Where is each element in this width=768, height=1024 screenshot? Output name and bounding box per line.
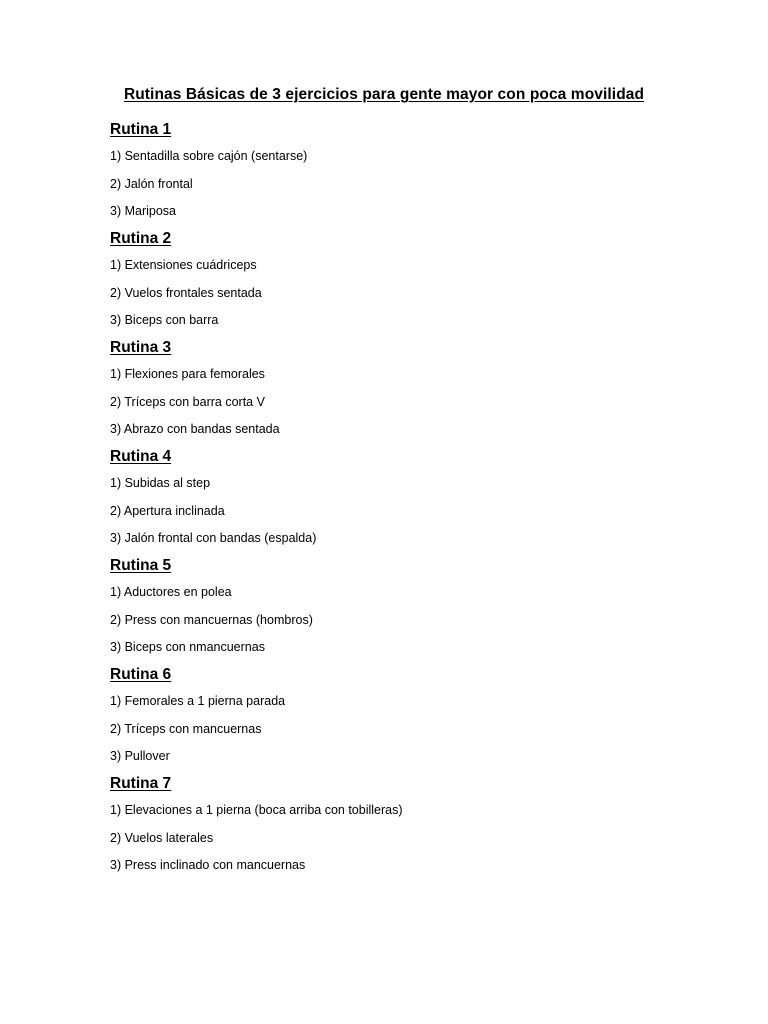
exercise-item: 1) Sentadilla sobre cajón (sentarse) bbox=[110, 149, 308, 163]
exercise-item: 2) Tríceps con barra corta V bbox=[110, 394, 265, 409]
exercise-item: 1) Aductores en polea bbox=[110, 585, 232, 599]
exercise-item: 3) Jalón frontal con bandas (espalda) bbox=[110, 531, 317, 545]
exercise-item: 3) Biceps con nmancuernas bbox=[110, 640, 265, 654]
exercise-item: 2) Tríceps con mancuernas bbox=[110, 721, 262, 736]
routine-heading: Rutina 6 bbox=[110, 666, 172, 683]
routine-section bbox=[110, 337, 670, 439]
routine-section bbox=[110, 228, 670, 330]
routine-section bbox=[110, 446, 670, 548]
exercise-item: 1) Femorales a 1 pierna parada bbox=[110, 694, 286, 708]
routine-section bbox=[110, 555, 670, 657]
exercise-item: 3) Mariposa bbox=[110, 204, 176, 218]
routine-heading: Rutina 1 bbox=[110, 121, 172, 138]
routine-section bbox=[110, 664, 670, 766]
exercise-item: 2) Jalón frontal bbox=[110, 176, 193, 191]
routine-section bbox=[110, 773, 670, 875]
routine-heading: Rutina 7 bbox=[110, 775, 172, 792]
exercise-item: 1) Elevaciones a 1 pierna (boca arriba con tobilleras) bbox=[110, 803, 403, 817]
exercise-item: 3) Biceps con barra bbox=[110, 313, 219, 327]
routine-heading: Rutina 3 bbox=[110, 339, 172, 356]
exercise-item: 2) Apertura inclinada bbox=[110, 503, 225, 518]
routine-section bbox=[110, 119, 670, 221]
exercise-item: 1) Extensiones cuádriceps bbox=[110, 258, 257, 272]
routine-heading: Rutina 2 bbox=[110, 230, 172, 247]
routine-heading: Rutina 4 bbox=[110, 448, 172, 465]
exercise-item: 2) Press con mancuernas (hombros) bbox=[110, 612, 313, 627]
exercise-item: 3) Pullover bbox=[110, 749, 170, 763]
exercise-item: 1) Subidas al step bbox=[110, 476, 211, 490]
routine-heading: Rutina 5 bbox=[110, 557, 172, 574]
document-title: Rutinas Básicas de 3 ejercicios para gente mayor con poca movilidad bbox=[123, 86, 645, 103]
exercise-item: 2) Vuelos frontales sentada bbox=[110, 285, 262, 300]
exercise-item: 2) Vuelos laterales bbox=[110, 830, 214, 845]
exercise-item: 3) Press inclinado con mancuernas bbox=[110, 858, 306, 872]
routines-list bbox=[110, 119, 670, 882]
exercise-item: 1) Flexiones para femorales bbox=[110, 367, 265, 381]
exercise-item: 3) Abrazo con bandas sentada bbox=[110, 422, 280, 436]
